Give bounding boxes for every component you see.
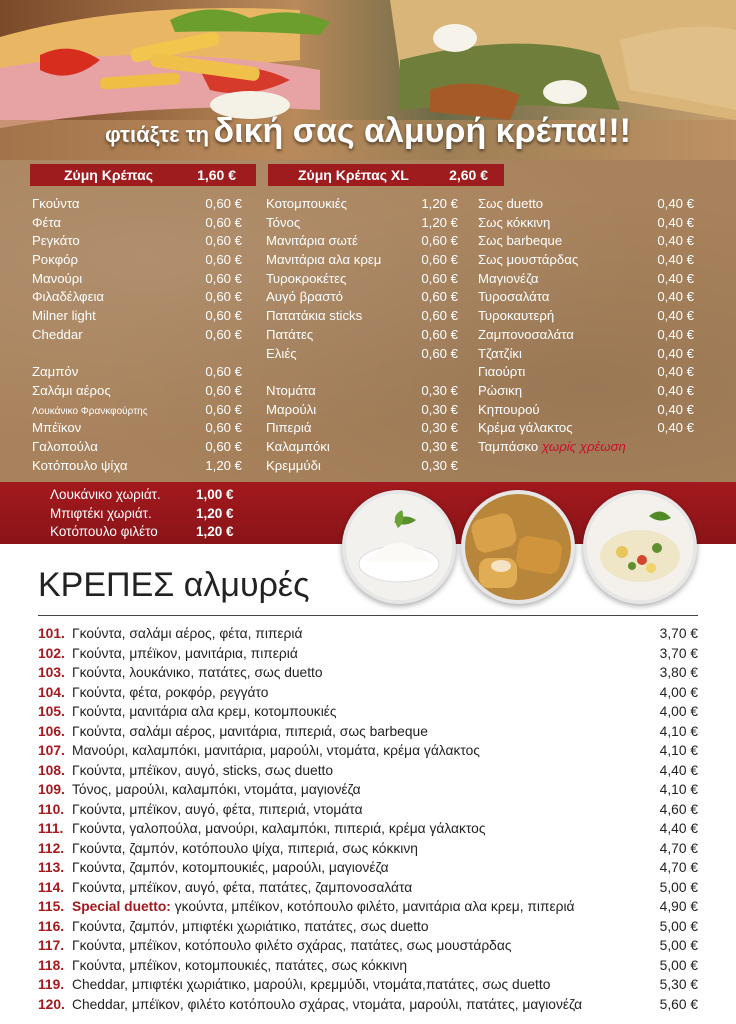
menu-item: 111. Γκούντα, γαλοπούλα, μανούρι, καλαμπόκι, πιπεριά, κρέμα γάλακτος 4,40 €	[38, 821, 698, 836]
ingredient-item: Μαγιονέζα 0,40 €	[478, 270, 694, 286]
menu-item: 117. Γκούντα, μπέϊκον, κοτόπουλο φιλέτο σχάρας, πατάτες, σως μουστάρδας 5,00 €	[38, 938, 698, 953]
ingredient-item: Γκούντα 0,60 €	[32, 196, 242, 211]
ingredient-item: Λουκάνικο Φρανκφούρτης 0,60 €	[32, 401, 242, 417]
ingredient-item: Κοτομπουκιές 1,20 €	[266, 196, 458, 211]
tabasco-label: Ταμπάσκο	[478, 438, 539, 454]
extra-item: Μπιφτέκι χωριάτ. 1,20 €	[50, 505, 234, 521]
flour-bowl-photo	[342, 490, 456, 604]
ingredients-column-sauces	[478, 195, 694, 457]
ingredient-item: Σως duetto 0,40 €	[478, 196, 694, 211]
ingredient-item: Ζαμπονοσαλάτα 0,40 €	[478, 326, 694, 342]
base-dough-label: Ζύμη Κρέπας	[64, 167, 154, 183]
ingredient-item: Κηπουρού 0,40 €	[478, 401, 694, 417]
free-of-charge-note: χωρίς χρέωση	[541, 438, 626, 454]
ingredient-item: Κρεμμύδι 0,30 €	[266, 457, 458, 473]
special-label: Special duetto:	[72, 899, 171, 914]
ingredient-item: Ελιές 0,60 €	[266, 345, 458, 361]
menu-item: 105. Γκούντα, μανιτάρια αλα κρεμ, κοτομπουκιές 4,00 €	[38, 704, 698, 719]
ingredient-item: Ρώσικη 0,40 €	[478, 382, 694, 398]
menu-item: 103. Γκούντα, λουκάνικο, πατάτες, σως duetto 3,80 €	[38, 665, 698, 680]
menu-item: 118. Γκούντα, μπέϊκον, κοτομπουκιές, πατάτες, σως κόκκινη 5,00 €	[38, 957, 698, 973]
ingredient-item: Cheddar 0,60 €	[32, 326, 242, 342]
extra-item: Λουκάνικο χωριάτ. 1,00 €	[50, 487, 234, 502]
ingredient-item: Ντομάτα 0,30 €	[266, 382, 458, 398]
base-dough-xl-bar	[268, 164, 504, 186]
tagline-big: δική σας αλμυρή κρέπα!!!	[213, 112, 631, 150]
ingredients-column-cheese-meat	[32, 195, 242, 475]
ingredient-item: Milner light 0,60 €	[32, 308, 242, 324]
ingredient-item: Μανιτάρια σωτέ 0,60 €	[266, 233, 458, 249]
ingredient-item: Τυροσαλάτα 0,40 €	[478, 289, 694, 305]
section-divider	[38, 615, 698, 616]
base-dough-xl-price: 2,60 €	[449, 167, 488, 183]
tagline	[0, 112, 736, 151]
ingredient-item: Σαλάμι αέρος 0,60 €	[32, 382, 242, 398]
ingredient-item: Τυροκροκέτες 0,60 €	[266, 270, 458, 286]
base-dough-bar	[30, 164, 256, 186]
hero-photo-banner	[0, 0, 736, 160]
menu-item: 102. Γκούντα, μπέϊκον, μανιτάρια, πιπεριά 3,70 €	[38, 645, 698, 661]
ingredient-item: Σως κόκκινη 0,40 €	[478, 214, 694, 230]
ingredient-item: Μανιτάρια αλα κρεμ 0,60 €	[266, 252, 458, 268]
ingredient-item: Τόνος 1,20 €	[266, 214, 458, 230]
base-dough-xl-label: Ζύμη Κρέπας XL	[298, 167, 409, 183]
menu-item: 101. Γκούντα, σαλάμι αέρος, φέτα, πιπεριά 3,70 €	[38, 626, 698, 641]
salad-bowl-photo	[583, 490, 697, 604]
extras-list	[50, 486, 250, 542]
ingredient-item: Ζαμπόν 0,60 €	[32, 364, 242, 380]
ingredient-item: Πατατάκια sticks 0,60 €	[266, 308, 458, 324]
menu-item: 104. Γκούντα, φέτα, ροκφόρ, ρεγγάτο 4,00 €	[38, 684, 698, 700]
column-spacer	[266, 363, 458, 382]
menu-item: 107. Μανούρι, καλαμπόκι, μανιτάρια, μαρούλι, ντομάτα, κρέμα γάλακτος 4,10 €	[38, 743, 698, 758]
chicken-nuggets-photo	[461, 490, 575, 604]
section-title: ΚΡΕΠΕΣ αλμυρές	[38, 566, 310, 604]
menu-item: 112. Γκούντα, ζαμπόν, κοτόπουλο ψίχα, πιπεριά, σως κόκκινη 4,70 €	[38, 840, 698, 856]
menu-item: 119. Cheddar, μπιφτέκι χωριάτικο, μαρούλι, κρεμμύδι, ντομάτα,πατάτες, σως duetto 5,30 €	[38, 977, 698, 992]
extra-item: Κοτόπουλο φιλέτο 1,20 €	[50, 524, 234, 539]
ingredient-item: Φέτα 0,60 €	[32, 214, 242, 230]
ingredient-item: Τζατζίκι 0,40 €	[478, 345, 694, 361]
menu-item: 120. Cheddar, μπέϊκον, φιλέτο κοτόπουλο σχάρας, ντομάτα, μαρούλι, πατάτες, μαγιονέζα 5,60 €	[38, 996, 698, 1012]
ingredient-item: Πιπεριά 0,30 €	[266, 420, 458, 436]
menu-item: 116. Γκούντα, ζαμπόν, μπιφτέκι χωριάτικο, πατάτες, σως duetto 5,00 €	[38, 918, 698, 934]
ingredient-item: Τυροκαυτερή 0,40 €	[478, 308, 694, 324]
ingredient-item: Ρεγκάτο 0,60 €	[32, 233, 242, 249]
crepes-menu-list	[38, 624, 698, 1014]
ingredient-item: Φιλαδέλφεια 0,60 €	[32, 289, 242, 305]
ingredient-item: Σως μουστάρδας 0,40 €	[478, 252, 694, 268]
ingredient-item: Ροκφόρ 0,60 €	[32, 252, 242, 268]
ingredient-item: Γαλοπούλα 0,60 €	[32, 438, 242, 454]
ingredient-item: Καλαμπόκι 0,30 €	[266, 438, 458, 454]
column-spacer	[32, 345, 242, 364]
tagline-small: φτιάξτε τη	[105, 122, 210, 147]
ingredient-item: Κρέμα γάλακτος 0,40 €	[478, 420, 694, 436]
ingredient-item: Γιαούρτι 0,40 €	[478, 364, 694, 380]
tabasco-item	[478, 438, 694, 457]
ingredient-item: Αυγό βραστό 0,60 €	[266, 289, 458, 305]
menu-item: 110. Γκούντα, μπέϊκον, αυγό, φέτα, πιπεριά, ντομάτα 4,60 €	[38, 801, 698, 817]
menu-item: 113. Γκούντα, ζαμπόν, κοτομπουκιές, μαρούλι, μαγιονέζα 4,70 €	[38, 860, 698, 875]
menu-item-special: 115. Special duetto: γκούντα, μπέϊκον, κοτόπουλο φιλέτο, μανιτάρια αλα κρεμ, πιπεριά 4,90 €	[38, 899, 698, 914]
ingredient-item: Μπέϊκον 0,60 €	[32, 420, 242, 436]
ingredients-column-extras-veg	[266, 195, 458, 475]
menu-item: 108. Γκούντα, μπέϊκον, αυγό, sticks, σως duetto 4,40 €	[38, 762, 698, 778]
ingredient-item: Πατάτες 0,60 €	[266, 326, 458, 342]
menu-item: 114. Γκούντα, μπέϊκον, αυγό, φέτα, πατάτες, ζαμπονοσαλάτα 5,00 €	[38, 879, 698, 895]
base-dough-price: 1,60 €	[197, 167, 236, 183]
ingredient-item: Σως barbeque 0,40 €	[478, 233, 694, 249]
ingredient-item: Μανούρι 0,60 €	[32, 270, 242, 286]
ingredient-item: Κοτόπουλο ψίχα 1,20 €	[32, 457, 242, 473]
menu-item: 109. Τόνος, μαρούλι, καλαμπόκι, ντομάτα, μαγιονέζα 4,10 €	[38, 782, 698, 797]
ingredient-item: Μαρούλι 0,30 €	[266, 401, 458, 417]
menu-item: 106. Γκούντα, σαλάμι αέρος, μανιτάρια, πιπεριά, σως barbeque 4,10 €	[38, 723, 698, 739]
